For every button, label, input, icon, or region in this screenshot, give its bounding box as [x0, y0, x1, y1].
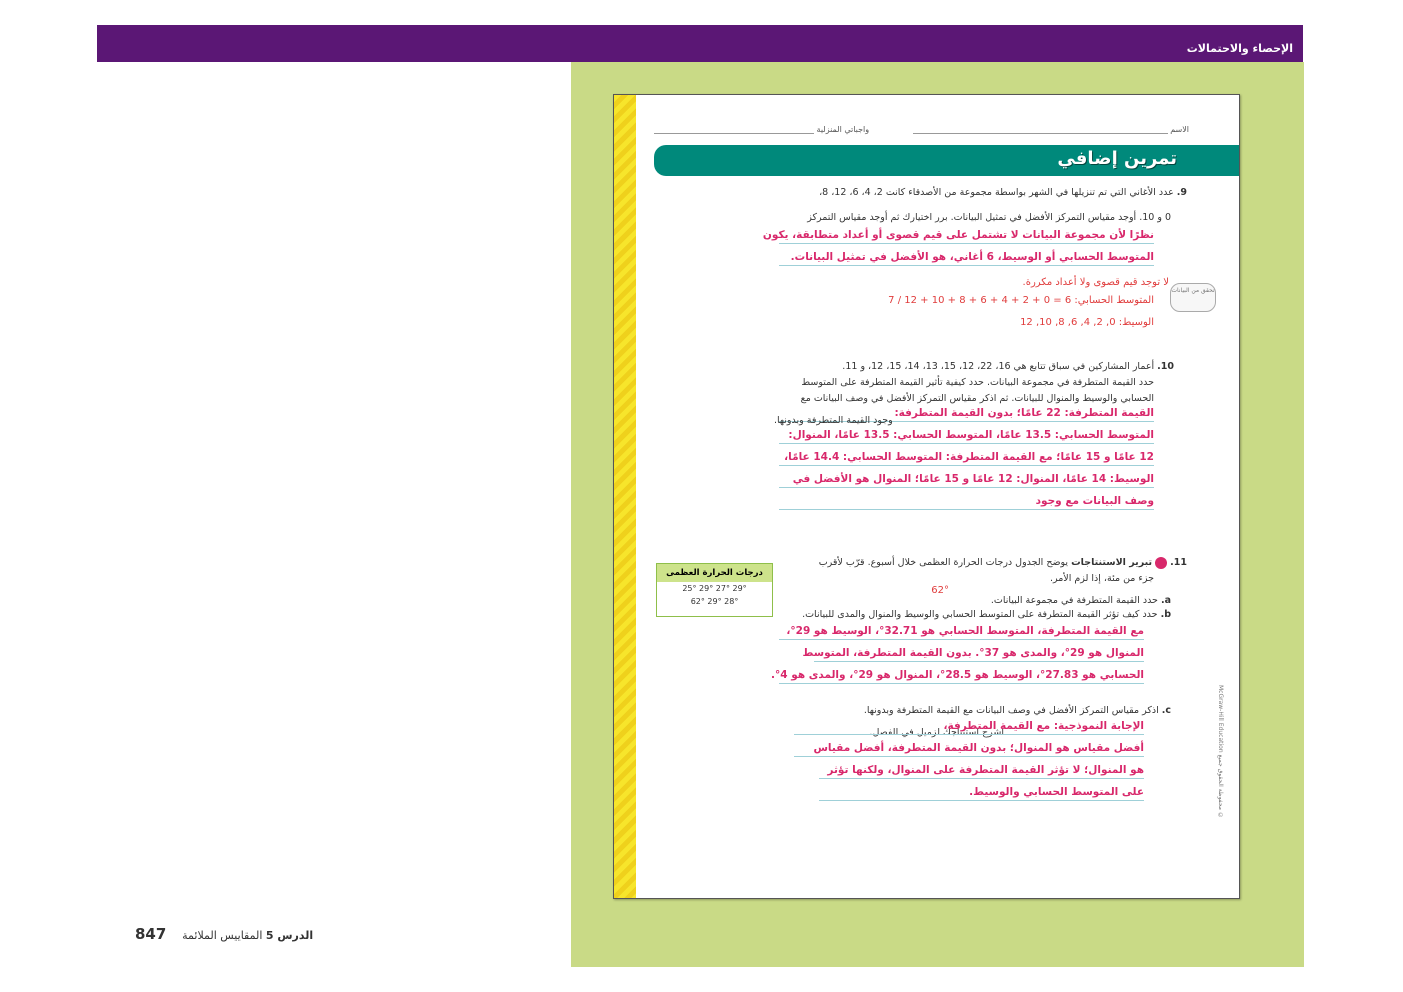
question-10-line4: وجود القيمة المتطرفة وبدونها.: [774, 415, 893, 426]
name-field: [913, 125, 1189, 139]
question-11c: c. اذكر مقياس التمركز الأفضل في وصف البيانات مع القيمة المتطرفة وبدونها.: [863, 705, 1171, 716]
answer-line: على المتوسط الحسابي والوسيط.: [819, 786, 1144, 801]
worksheet-page: [613, 94, 1240, 899]
answer-line: هو المنوال؛ لا تؤثر القيمة المتطرفة على المنوال، ولكنها تؤثر: [819, 764, 1144, 779]
question-11: [787, 555, 1187, 571]
work-line: المتوسط الحسابي: 6 = 0 + 2 + 4 + 6 + 8 + 10 + 12 / 7: [888, 295, 1154, 306]
question-9-line2: 0 و 10. أوجد مقياس التمركز الأفضل في تمثيل البيانات. برر اختيارك ثم أوجد مقياس التمركز: [807, 212, 1171, 223]
chapter-title: الإحصاء والاحتمالات: [1186, 42, 1293, 55]
reasoning-icon: [1155, 557, 1167, 569]
lesson-title: المقاييس الملائمة: [182, 929, 263, 942]
question-number: 10.: [1157, 361, 1174, 372]
name-label: الاسم: [1170, 125, 1189, 134]
answer-line: وصف البيانات مع وجود: [779, 495, 1154, 510]
check-note-bubble: تحقق من البيانات: [1170, 283, 1216, 312]
answer-line: الحسابي هو 27.83°، الوسيط هو 28.5°، المنوال هو 29°، والمدى هو 4°.: [779, 669, 1144, 684]
answer-11a: 62°: [931, 585, 949, 596]
work-line: لا توجد قيم قصوى ولا أعداد مكررة.: [1022, 277, 1169, 288]
question-text: يوضح الجدول درجات الحرارة العظمى خلال أسبوع. قرّب لأقرب: [818, 557, 1069, 568]
publisher-credit: McGraw-Hill Education محفوظة الحقوق جميع ©: [1217, 685, 1224, 819]
lesson-caption: [182, 929, 313, 942]
decorative-strip: [614, 95, 636, 898]
question-11c-line2: اشرح استنتاجك لزميل في الفصل.: [869, 727, 1004, 738]
question-10-line3: الحسابي والوسيط والمنوال للبيانات. ثم اذكر مقياس التمركز الأفضل في وصف البيانات مع: [800, 393, 1154, 404]
homework-label: واجباتي المنزلية: [816, 125, 870, 134]
page-number: 847: [135, 925, 167, 943]
section-banner: [654, 145, 1239, 176]
answer-line: أفضل مقياس هو المنوال؛ بدون القيمة المتطرفة، أفضل مقياس: [794, 742, 1144, 757]
answer-line: الوسيط: 14 عامًا، المنوال: 12 عامًا و 15 عامًا؛ المنوال هو الأفضل في: [779, 473, 1154, 488]
question-text: عدد الأغاني التي تم تنزيلها في الشهر بواسطة مجموعة من الأصدقاء كانت 2، 4، 6، 12، 8،: [819, 187, 1174, 198]
answer-line: المتوسط الحسابي أو الوسيط، 6 أغاني، هو الأفضل في تمثيل البيانات.: [779, 251, 1154, 266]
question-10-line2: حدد القيمة المتطرفة في مجموعة البيانات. حدد كيفية تأثير القيمة المتطرفة على المتوسط: [801, 377, 1154, 388]
answer-line: القيمة المتطرفة: 22 عامًا؛ بدون القيمة المتطرفة:: [779, 407, 1154, 422]
answer-line: المتوسط الحسابي: 13.5 عامًا، المتوسط الحسابي: 13.5 عامًا، المنوال:: [779, 429, 1154, 444]
question-9: [767, 185, 1187, 201]
answer-line: المنوال هو 29°، والمدى هو 37°. بدون القيمة المتطرفة، المتوسط: [814, 647, 1144, 662]
question-number: 9.: [1176, 187, 1187, 198]
question-11b: b. حدد كيف تؤثر القيمة المتطرفة على المتوسط الحسابي والوسيط والمنوال والمدى للبيانات.: [802, 609, 1171, 620]
table-row: 62° 29° 28°: [690, 597, 739, 606]
answer-line: الإجابة النموذجية: مع القيمة المتطرفة،: [794, 720, 1144, 735]
chapter-header-bar: [97, 25, 1303, 62]
answer-line: مع القيمة المتطرفة، المتوسط الحسابي هو 32.71°، الوسيط هو 29°،: [779, 625, 1144, 640]
question-number: 11.: [1170, 557, 1187, 568]
page-footer: [135, 925, 313, 943]
answer-line: نظرًا لأن مجموعة البيانات لا تشتمل على قيم قصوى أو أعداد متطابقة، يكون: [779, 229, 1154, 244]
work-line: الوسيط: 0, 2, 4, 6, 8, 10, 12: [1020, 317, 1154, 328]
lesson-label: الدرس 5: [265, 929, 314, 942]
answer-line: 12 عامًا و 15 عامًا؛ مع القيمة المتطرفة: المتوسط الحسابي: 14.4 عامًا،: [779, 451, 1154, 466]
table-title: درجات الحرارة العظمى: [657, 564, 772, 582]
temperature-table: [656, 563, 773, 617]
question-text: أعمار المشاركين في سباق تتابع هي 16، 22، 12، 15، 13، 14، 15، 12، و 11.: [842, 361, 1155, 372]
homework-field: [654, 125, 869, 139]
question-11a: a. حدد القيمة المتطرفة في مجموعة البيانات.: [990, 595, 1171, 606]
question-heading: تبرير الاستنتاجات: [1071, 557, 1153, 568]
banner-title: تمرين إضافي: [1057, 148, 1177, 169]
table-row: 25° 29° 27° 29°: [682, 584, 747, 593]
question-10: [754, 359, 1174, 375]
question-11-line2: جزء من مئة، إذا لزم الأمر.: [1049, 573, 1154, 584]
